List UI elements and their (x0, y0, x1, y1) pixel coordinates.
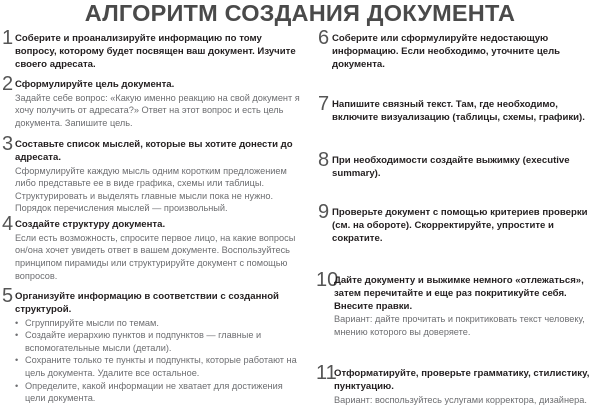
step-description: Если есть возможность, спросите первое лицо, на какие вопросы он/она хочет увидеть ответ в вашем документе. Воспользуйтесь принципом пирамиды или структурируйте документ с помощью вопросов. (15, 232, 296, 281)
step-bullet-list (15, 317, 305, 405)
step-number: 2 (2, 73, 14, 95)
step-heading: Отформатируйте, проверьте грамматику, стилистику, пунктуацию. (334, 368, 590, 392)
step-number: 1 (2, 27, 14, 49)
step-heading: Организуйте информацию в соответствии с созданной структурой. (15, 291, 279, 315)
step-number: 10 (316, 269, 339, 291)
step-heading: Дайте документу и выжимке немного «отлежаться», затем перечитайте и еще раз покритикуйте себя. Внесите правки. (334, 275, 584, 312)
step-number: 8 (318, 149, 330, 171)
step-heading: Составьте список мыслей, которые вы хотите донести до адресата. (15, 139, 293, 163)
page-title: АЛГОРИТМ СОЗДАНИЯ ДОКУМЕНТА (84, 0, 516, 26)
list-item: • Сгруппируйте мысли по темам. (15, 317, 305, 330)
step-heading: Соберите и проанализируйте информацию по тому вопросу, которому будет посвящен ваш документ. Изучите своего адресата. (15, 33, 296, 70)
step-description: Задайте себе вопрос: «Какую именно реакцию на свой документ я хочу получить от адресата?» Ответ на этот вопрос и есть цель документа. Запишите цель. (15, 92, 300, 128)
step-number: 7 (318, 93, 330, 115)
step-number: 11 (316, 362, 337, 384)
step-heading: Сформулируйте цель документа. (15, 79, 175, 90)
step-description: Сформулируйте каждую мысль одним коротким предложением либо представьте ее в виде графика, схемы или таблицы. Структурировать и выделять главные мысли пока не нужно. Порядок перечисления мыслей — произвольный. (15, 165, 287, 214)
step-heading: Проверьте документ с помощью критериев проверки (см. на обороте). Скорректируйте, упростите и сократите. (332, 207, 588, 244)
list-item: • Определите, какой информации не хватает для достижения цели документа. (15, 380, 305, 405)
step-description: Вариант: воспользуйтесь услугами корректора, дизайнера. (334, 394, 587, 405)
step-number: 5 (2, 285, 14, 307)
step-heading: Соберите или сформулируйте недостающую информацию. Если необходимо, уточните цель документа. (332, 33, 561, 70)
step-number: 4 (2, 213, 14, 235)
step-heading: При необходимости создайте выжимку (executive summary). (332, 155, 570, 179)
list-item: • Создайте иерархию пунктов и подпунктов — главные и вспомогательные мысли (детали). (15, 329, 305, 354)
step-number: 6 (318, 27, 330, 49)
step-description: Вариант: дайте прочитать и покритиковать текст человеку, мнению которого вы доверяете. (334, 314, 585, 337)
step-heading: Создайте структуру документа. (15, 219, 166, 230)
step-number: 9 (318, 201, 330, 223)
list-item: • Сохраните только те пункты и подпункты, которые работают на цель документа. Удалите все остальное. (15, 354, 305, 379)
step-heading: Напишите связный текст. Там, где необходимо, включите визуализацию (таблицы, схемы, графики). (332, 99, 585, 123)
step-number: 3 (2, 133, 14, 155)
